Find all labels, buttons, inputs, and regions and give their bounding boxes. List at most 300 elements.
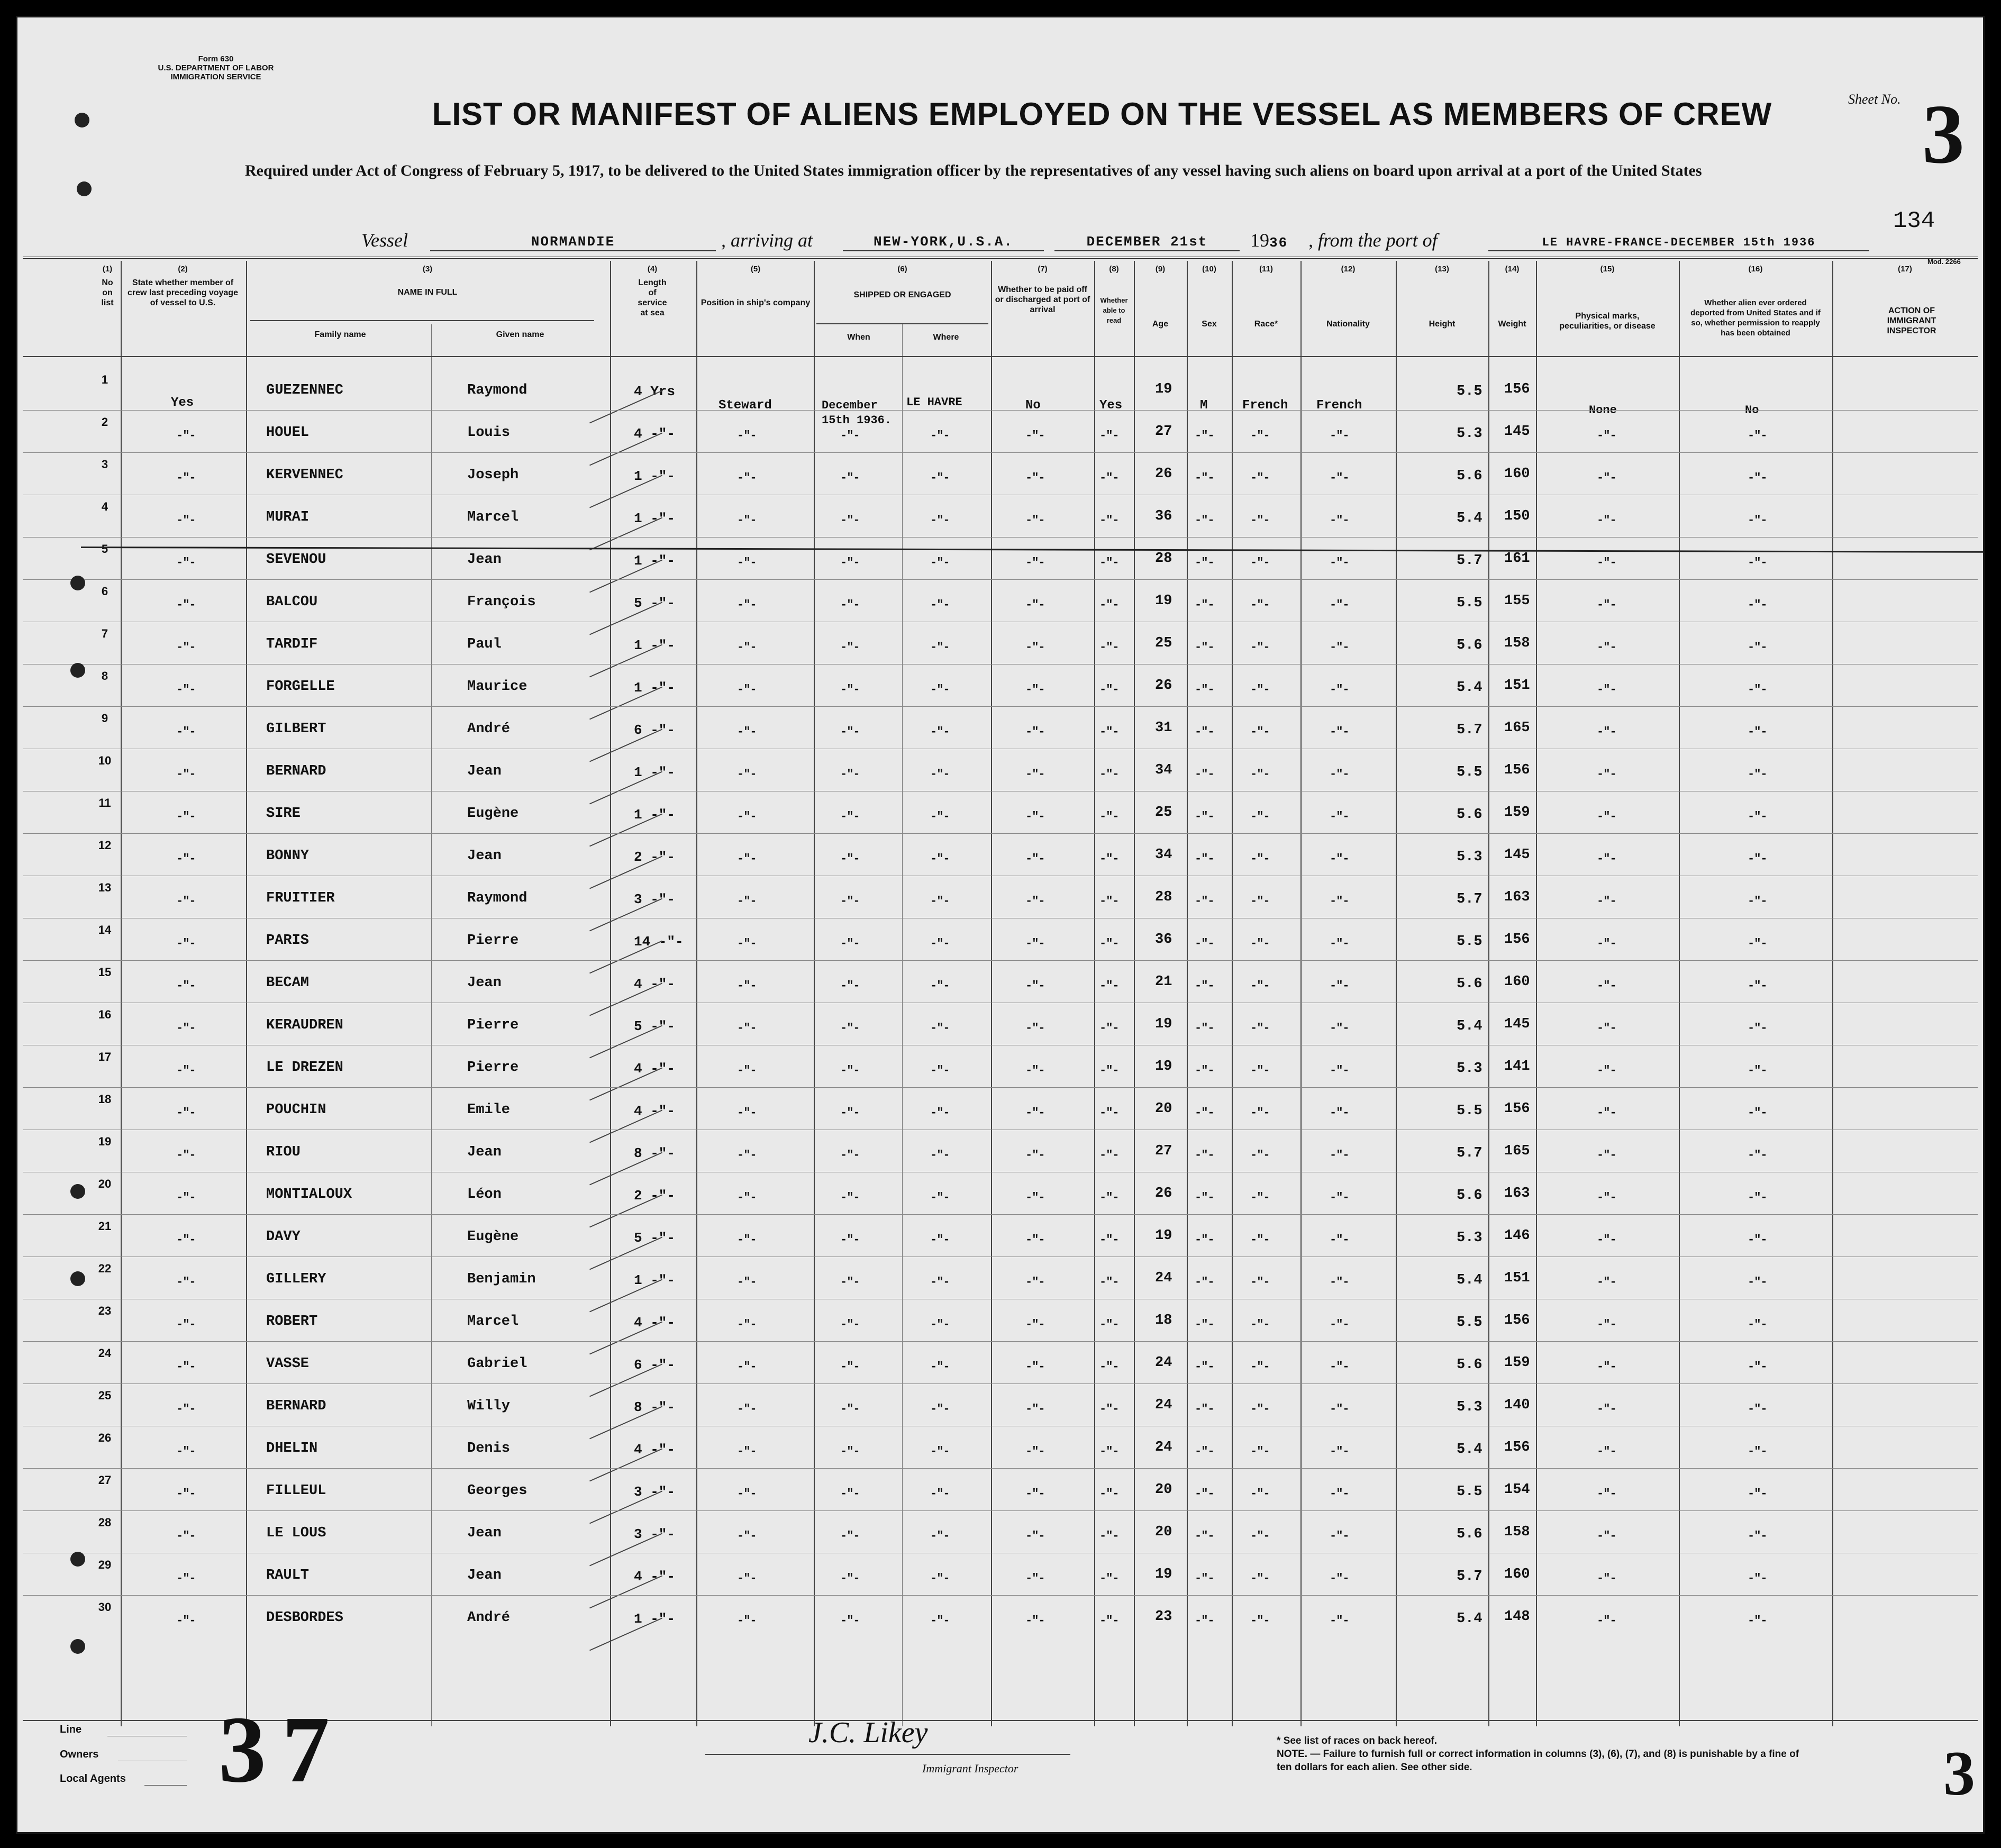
engaged-when-ditto: -"-: [840, 810, 860, 823]
physical-marks-ditto: -"-: [1597, 1233, 1616, 1246]
row-number: 20: [98, 1177, 112, 1190]
col11-header: Race*: [1254, 320, 1278, 329]
nationality-ditto: -"-: [1330, 1318, 1349, 1331]
age: 24: [1155, 1440, 1172, 1455]
able-to-read-ditto: -"-: [1099, 1318, 1119, 1331]
nationality-ditto: -"-: [1330, 1106, 1349, 1119]
row-rule: [23, 960, 1978, 961]
race-ditto: -"-: [1250, 852, 1270, 866]
col8-header: Whether able to read: [1100, 296, 1128, 324]
punch-hole: [75, 113, 89, 128]
able-to-read-ditto: -"-: [1099, 1445, 1119, 1458]
position-ditto: -"-: [737, 725, 757, 739]
given-name: Denis: [467, 1441, 511, 1456]
nationality-ditto: -"-: [1330, 683, 1349, 696]
engaged-when: December 15th 1936.: [822, 399, 892, 427]
mod-code: Mod. 2266: [1927, 258, 1961, 266]
paid-off-ditto: -"-: [1025, 768, 1045, 781]
arriving-label: , arriving at: [721, 230, 813, 251]
nationality-ditto: -"-: [1330, 768, 1349, 781]
sex-ditto: -"-: [1195, 1530, 1214, 1543]
crew-prev-voyage-ditto: -"-: [176, 1022, 196, 1035]
nationality-ditto: -"-: [1330, 852, 1349, 866]
position-ditto: -"-: [737, 1022, 757, 1035]
col-divider: [1536, 261, 1537, 1726]
engaged-when-ditto: -"-: [840, 1487, 860, 1500]
service-check-mark: [589, 1449, 662, 1482]
given-name: Jean: [467, 1144, 502, 1160]
penalty-note: NOTE. — Failure to furnish full or correct information in columns (3), (6), (7), and (8) is punishable by a fine of ten dollars for each alien. See other side.: [1277, 1749, 1799, 1773]
physical-marks-ditto: -"-: [1597, 1064, 1616, 1077]
crew-prev-voyage-ditto: -"-: [176, 1276, 196, 1289]
position-ditto: -"-: [737, 1445, 757, 1458]
sex-ditto: -"-: [1195, 1318, 1214, 1331]
paid-off-ditto: -"-: [1025, 598, 1045, 612]
weight: 140: [1504, 1397, 1530, 1413]
engaged-where-ditto: -"-: [930, 1614, 950, 1627]
family-name: GILBERT: [266, 721, 326, 737]
arrival-date: DECEMBER 21st: [1086, 234, 1208, 250]
given-name: Willy: [467, 1398, 511, 1414]
position-ditto: -"-: [737, 1149, 757, 1162]
col3-header: NAME IN FULL: [397, 288, 458, 297]
engaged-when-ditto: -"-: [840, 598, 860, 612]
weight: 159: [1504, 1355, 1530, 1371]
crew-prev-voyage-ditto: -"-: [176, 514, 196, 527]
height: 5.5: [1457, 1315, 1482, 1331]
service-check-mark: [589, 1533, 662, 1567]
year-prefix: 19: [1250, 230, 1269, 251]
service-check-mark: [589, 814, 662, 847]
punch-hole: [70, 1552, 85, 1567]
physical-marks-ditto: -"-: [1597, 429, 1616, 442]
col-divider: [1396, 261, 1397, 1726]
nationality-ditto: -"-: [1330, 1403, 1349, 1416]
deported-ditto: -"-: [1748, 979, 1767, 993]
paid-off-ditto: -"-: [1025, 556, 1045, 569]
able-to-read-ditto: -"-: [1099, 1149, 1119, 1162]
paid-off-ditto: -"-: [1025, 1022, 1045, 1035]
row-number: 30: [98, 1600, 112, 1614]
given-name: André: [467, 721, 511, 737]
owners-label: Owners: [60, 1749, 99, 1760]
service-length: 6 -"-: [634, 722, 676, 738]
physical-marks-ditto: -"-: [1597, 471, 1616, 485]
crew-prev-voyage-ditto: -"-: [176, 1064, 196, 1077]
engaged-where-ditto: -"-: [930, 429, 950, 442]
service-check-mark: [589, 729, 662, 762]
given-name: Eugène: [467, 1229, 519, 1245]
paid-off-ditto: -"-: [1025, 1233, 1045, 1246]
nationality-ditto: -"-: [1330, 1487, 1349, 1500]
crew-prev-voyage-ditto: -"-: [176, 1445, 196, 1458]
row-number: 3: [101, 458, 108, 471]
weight: 156: [1504, 1313, 1530, 1328]
col-divider: [1832, 261, 1833, 1726]
able-to-read-ditto: -"-: [1099, 471, 1119, 485]
engaged-where-ditto: -"-: [930, 1487, 950, 1500]
service-length: 1 -"-: [634, 638, 676, 653]
nationality-ditto: -"-: [1330, 598, 1349, 612]
paid-off-ditto: -"-: [1025, 514, 1045, 527]
family-name: MONTIALOUX: [266, 1187, 352, 1203]
col12-header: Nationality: [1326, 320, 1370, 329]
crew-prev-voyage-ditto: -"-: [176, 429, 196, 442]
nationality-ditto: -"-: [1330, 1276, 1349, 1289]
physical-marks-ditto: -"-: [1597, 598, 1616, 612]
col-divider: [1488, 261, 1489, 1726]
sex-ditto: -"-: [1195, 471, 1214, 485]
deported-ditto: -"-: [1748, 1445, 1767, 1458]
height: 5.3: [1457, 1399, 1482, 1415]
given-name-header: Given name: [496, 330, 544, 339]
crew-prev-voyage-ditto: -"-: [176, 937, 196, 950]
height: 5.5: [1457, 934, 1482, 950]
col13-num: (13): [1435, 265, 1449, 274]
row-number: 8: [101, 669, 108, 682]
manifest-sheet: [16, 16, 1985, 1834]
arrival-port: NEW-YORK,U.S.A.: [873, 234, 1014, 250]
footer-notes: [1277, 1734, 1806, 1774]
weight: 145: [1504, 1016, 1530, 1032]
service-check-mark: [589, 390, 662, 424]
crew-prev-voyage-ditto: -"-: [176, 598, 196, 612]
row-number: 25: [98, 1389, 112, 1402]
col17-header: ACTION OF IMMIGRANT INSPECTOR: [1887, 306, 1936, 335]
engaged-where-ditto: -"-: [930, 1445, 950, 1458]
sex-ditto: -"-: [1195, 514, 1214, 527]
line-label: Line: [60, 1724, 82, 1735]
race-ditto: -"-: [1250, 725, 1270, 739]
engaged-when-ditto: -"-: [840, 852, 860, 866]
age: 26: [1155, 466, 1172, 482]
family-name: HOUEL: [266, 425, 310, 441]
service-length: 2 -"-: [634, 849, 676, 865]
punch-hole: [70, 576, 85, 590]
crew-prev-voyage-ditto: -"-: [176, 979, 196, 993]
service-length: 4 -"-: [634, 1315, 676, 1331]
age: 19: [1155, 1228, 1172, 1244]
inspector-label: Immigrant Inspector: [922, 1762, 1018, 1775]
col-divider: [431, 324, 432, 1726]
arrival-date-field: [1054, 228, 1240, 251]
row-number: 27: [98, 1473, 112, 1487]
engaged-when-ditto: -"-: [840, 1360, 860, 1373]
engaged-when-ditto: -"-: [840, 979, 860, 993]
paid-off-ditto: -"-: [1025, 1360, 1045, 1373]
family-name-header: Family name: [314, 330, 366, 339]
col-divider: [121, 261, 122, 1726]
engaged-when-ditto: -"-: [840, 1445, 860, 1458]
crew-prev-voyage-ditto: -"-: [176, 1233, 196, 1246]
service-check-mark: [589, 1322, 662, 1355]
engaged-when-ditto: -"-: [840, 1233, 860, 1246]
sex-ditto: -"-: [1195, 1233, 1214, 1246]
family-name: BALCOU: [266, 594, 318, 610]
engaged-where-ditto: -"-: [930, 1530, 950, 1543]
position-ditto: -"-: [737, 429, 757, 442]
engaged-where-ditto: -"-: [930, 1572, 950, 1585]
weight: 160: [1504, 974, 1530, 990]
page-title: LIST OR MANIFEST OF ALIENS EMPLOYED ON THE VESSEL AS MEMBERS OF CREW: [432, 96, 1772, 132]
age: 34: [1155, 847, 1172, 863]
race-ditto: -"-: [1250, 1022, 1270, 1035]
engaged-when-ditto: -"-: [840, 1318, 860, 1331]
service-length: 4 -"-: [634, 1103, 676, 1119]
year-field: [1250, 229, 1288, 251]
sex-ditto: -"-: [1195, 1614, 1214, 1627]
sex-ditto: -"-: [1195, 937, 1214, 950]
age: 24: [1155, 1355, 1172, 1371]
service-check-mark: [589, 1406, 662, 1440]
when-header: When: [847, 333, 870, 342]
height: 5.6: [1457, 1526, 1482, 1542]
age: 34: [1155, 762, 1172, 778]
service: IMMIGRATION SERVICE: [170, 72, 261, 81]
col6-num: (6): [897, 265, 907, 274]
physical-marks-ditto: -"-: [1597, 1318, 1616, 1331]
weight: 156: [1504, 932, 1530, 948]
given-name: Raymond: [467, 383, 527, 398]
service-check-mark: [589, 602, 662, 635]
race-ditto: -"-: [1250, 1318, 1270, 1331]
service-check-mark: [589, 1364, 662, 1397]
able-to-read: Yes: [1099, 398, 1123, 413]
local-agents-label: Local Agents: [60, 1773, 126, 1785]
row-number: 26: [98, 1431, 112, 1444]
able-to-read-ditto: -"-: [1099, 1233, 1119, 1246]
row-number: 22: [98, 1262, 112, 1275]
height: 5.5: [1457, 384, 1482, 399]
engaged-where-ditto: -"-: [930, 768, 950, 781]
nationality-ditto: -"-: [1330, 1360, 1349, 1373]
sex-ditto: -"-: [1195, 1487, 1214, 1500]
height: 5.3: [1457, 1061, 1482, 1077]
able-to-read-ditto: -"-: [1099, 1614, 1119, 1627]
col6-header: SHIPPED OR ENGAGED: [853, 290, 951, 299]
position-ditto: -"-: [737, 514, 757, 527]
deported-ditto: -"-: [1748, 1022, 1767, 1035]
age: 18: [1155, 1313, 1172, 1328]
height: 5.6: [1457, 1357, 1482, 1373]
deported-ditto: -"-: [1748, 895, 1767, 908]
row-number: 4: [101, 500, 108, 513]
engaged-when-ditto: -"-: [840, 1149, 860, 1162]
nationality-ditto: -"-: [1330, 556, 1349, 569]
col3-num: (3): [422, 265, 433, 274]
physical-marks-ditto: -"-: [1597, 1445, 1616, 1458]
physical-marks-ditto: -"-: [1597, 768, 1616, 781]
engaged-where-ditto: -"-: [930, 641, 950, 654]
paid-off-ditto: -"-: [1025, 895, 1045, 908]
family-name: DAVY: [266, 1229, 301, 1245]
row-rule: [23, 1383, 1978, 1384]
service-length: 1 -"-: [634, 1611, 676, 1627]
col10-header: Sex: [1202, 320, 1217, 329]
given-name: Jean: [467, 975, 502, 991]
family-name: RIOU: [266, 1144, 301, 1160]
paid-off-ditto: -"-: [1025, 1403, 1045, 1416]
sex: M: [1200, 398, 1208, 413]
physical-marks-ditto: -"-: [1597, 1276, 1616, 1289]
service-check-mark: [589, 941, 662, 974]
given-name: Léon: [467, 1187, 502, 1203]
deported-ditto: -"-: [1748, 1360, 1767, 1373]
age: 20: [1155, 1101, 1172, 1117]
age: 27: [1155, 1143, 1172, 1159]
engaged-where-ditto: -"-: [930, 1191, 950, 1204]
engaged-where-ditto: -"-: [930, 1064, 950, 1077]
given-name: Jean: [467, 763, 502, 779]
service-check-mark: [589, 1152, 662, 1186]
height: 5.3: [1457, 426, 1482, 442]
able-to-read-ditto: -"-: [1099, 429, 1119, 442]
deported-ditto: -"-: [1748, 725, 1767, 739]
race-note: * See list of races on back hereof.: [1277, 1735, 1438, 1746]
nationality-ditto: -"-: [1330, 471, 1349, 485]
form-number: Form 630: [198, 54, 234, 63]
age: 19: [1155, 593, 1172, 609]
race-ditto: -"-: [1250, 895, 1270, 908]
row-number: 1: [101, 373, 108, 386]
crew-prev-voyage-ditto: -"-: [176, 810, 196, 823]
engaged-when-ditto: -"-: [840, 768, 860, 781]
col4-header: Length of service at sea: [638, 278, 667, 317]
position-ditto: -"-: [737, 1487, 757, 1500]
given-name: Louis: [467, 425, 511, 441]
race-ditto: -"-: [1250, 641, 1270, 654]
engaged-where-ditto: -"-: [930, 1360, 950, 1373]
crew-prev-voyage-ditto: -"-: [176, 1487, 196, 1500]
family-name: BERNARD: [266, 1398, 326, 1414]
nationality-ditto: -"-: [1330, 725, 1349, 739]
sex-ditto: -"-: [1195, 1106, 1214, 1119]
family-name: MURAI: [266, 509, 310, 525]
service-check-mark: [589, 898, 662, 932]
engaged-when-ditto: -"-: [840, 1614, 860, 1627]
race-ditto: -"-: [1250, 1233, 1270, 1246]
service-length: 5 -"-: [634, 1018, 676, 1034]
race-ditto: -"-: [1250, 514, 1270, 527]
given-name: André: [467, 1610, 511, 1626]
deported-ditto: -"-: [1748, 1403, 1767, 1416]
given-name: Jean: [467, 552, 502, 568]
position-ditto: -"-: [737, 1318, 757, 1331]
engaged-where-ditto: -"-: [930, 1149, 950, 1162]
weight: 160: [1504, 1567, 1530, 1582]
height: 5.3: [1457, 1230, 1482, 1246]
deported-ditto: -"-: [1748, 810, 1767, 823]
family-name: DHELIN: [266, 1441, 318, 1456]
position-ditto: -"-: [737, 1064, 757, 1077]
col2-header: State whether member of crew last preceding voyage of vessel to U.S.: [128, 278, 238, 307]
able-to-read-ditto: -"-: [1099, 556, 1119, 569]
service-check-mark: [589, 1237, 662, 1270]
paid-off-ditto: -"-: [1025, 1064, 1045, 1077]
physical-marks-ditto: -"-: [1597, 514, 1616, 527]
service-check-mark: [589, 771, 662, 805]
engaged-where-ditto: -"-: [930, 937, 950, 950]
height: 5.7: [1457, 1145, 1482, 1161]
race-ditto: -"-: [1250, 683, 1270, 696]
service-check-mark: [589, 1110, 662, 1143]
sex-ditto: -"-: [1195, 598, 1214, 612]
able-to-read-ditto: -"-: [1099, 768, 1119, 781]
service-length: 4 -"-: [634, 976, 676, 992]
name-header-rule: [250, 320, 594, 321]
physical-marks-ditto: -"-: [1597, 556, 1616, 569]
physical-marks-ditto: -"-: [1597, 1614, 1616, 1627]
age: 31: [1155, 720, 1172, 736]
position-ditto: -"-: [737, 1106, 757, 1119]
row-rule: [23, 537, 1978, 538]
position-ditto: -"-: [737, 937, 757, 950]
row-number: 2: [101, 415, 108, 429]
deported-ditto: -"-: [1748, 429, 1767, 442]
row-number: 13: [98, 881, 112, 894]
engaged-when-ditto: -"-: [840, 1022, 860, 1035]
col5-num: (5): [750, 265, 761, 274]
able-to-read-ditto: -"-: [1099, 1106, 1119, 1119]
service-check-mark: [589, 433, 662, 466]
age: 24: [1155, 1397, 1172, 1413]
physical-marks-ditto: -"-: [1597, 810, 1616, 823]
row-number: 7: [101, 627, 108, 640]
engaged-where-ditto: -"-: [930, 1022, 950, 1035]
service-check-mark: [589, 1491, 662, 1524]
age: 21: [1155, 974, 1172, 990]
family-name: BECAM: [266, 975, 310, 991]
able-to-read-ditto: -"-: [1099, 514, 1119, 527]
position-ditto: -"-: [737, 471, 757, 485]
age: 28: [1155, 551, 1172, 567]
col17-num: (17): [1898, 265, 1912, 274]
form-header: [139, 54, 293, 81]
physical-marks-ditto: -"-: [1597, 1360, 1616, 1373]
paid-off-ditto: -"-: [1025, 1614, 1045, 1627]
col-divider: [814, 261, 815, 1726]
engaged-when-ditto: -"-: [840, 1276, 860, 1289]
race-ditto: -"-: [1250, 1360, 1270, 1373]
physical-marks-ditto: -"-: [1597, 979, 1616, 993]
able-to-read-ditto: -"-: [1099, 937, 1119, 950]
physical-marks-ditto: -"-: [1597, 1530, 1616, 1543]
deported-ditto: -"-: [1748, 768, 1767, 781]
row-rule: [23, 1341, 1978, 1342]
deported-ditto: -"-: [1748, 1276, 1767, 1289]
nationality-ditto: -"-: [1330, 979, 1349, 993]
family-name: TARDIF: [266, 636, 318, 652]
paid-off-ditto: -"-: [1025, 1191, 1045, 1204]
service-length: 8 -"-: [634, 1399, 676, 1415]
given-name: Jean: [467, 1568, 502, 1583]
position-ditto: -"-: [737, 1191, 757, 1204]
sex-ditto: -"-: [1195, 1360, 1214, 1373]
row-rule: [23, 1510, 1978, 1511]
row-rule: [23, 833, 1978, 834]
physical-marks-ditto: -"-: [1597, 1022, 1616, 1035]
service-length: 1 -"-: [634, 511, 676, 526]
weight: 158: [1504, 1524, 1530, 1540]
position-ditto: -"-: [737, 1530, 757, 1543]
paid-off-ditto: -"-: [1025, 1149, 1045, 1162]
sex-ditto: -"-: [1195, 1403, 1214, 1416]
height: 5.5: [1457, 1103, 1482, 1119]
service-length: 3 -"-: [634, 1526, 676, 1542]
position-ditto: -"-: [737, 1614, 757, 1627]
given-name: Marcel: [467, 509, 519, 525]
col8-num: (8): [1109, 265, 1119, 274]
